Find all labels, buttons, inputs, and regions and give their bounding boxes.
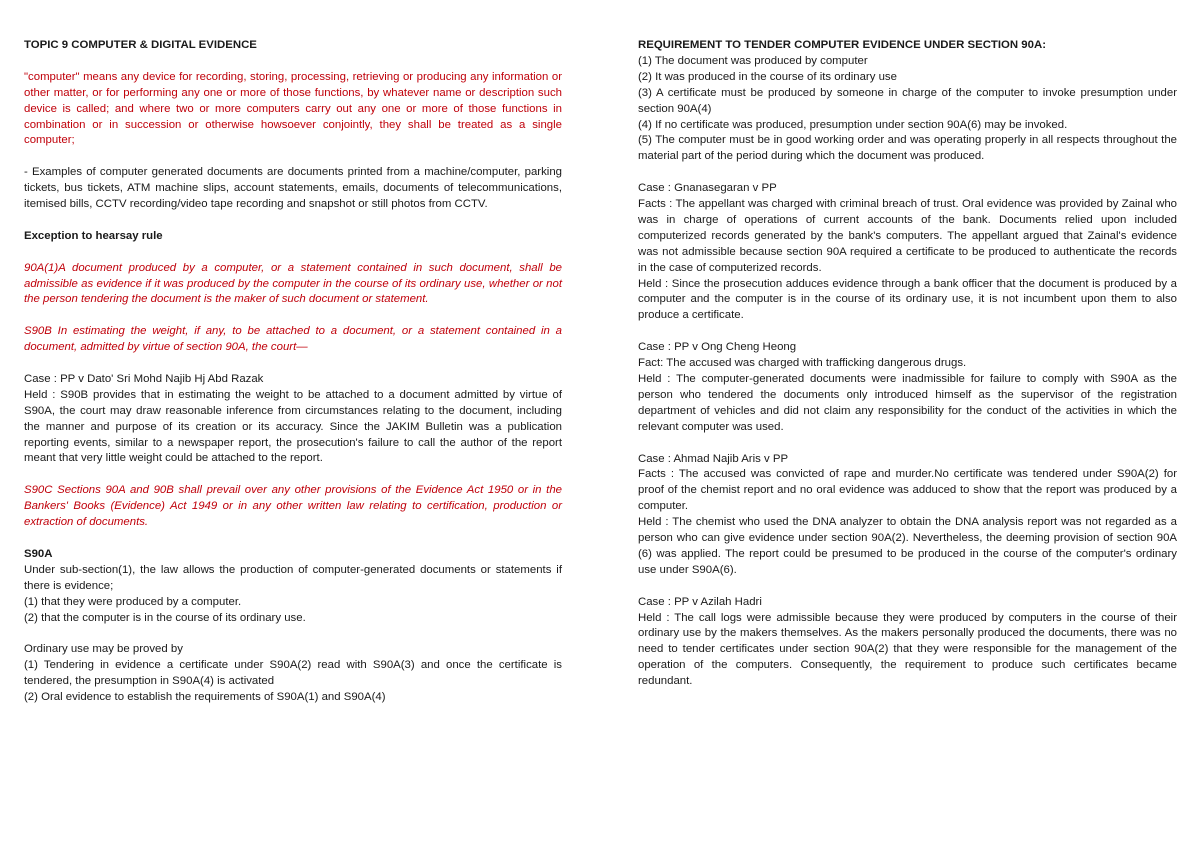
s90a-item: (1) that they were produced by a computer.	[24, 595, 242, 608]
section-90b-text: S90B In estimating the weight, if any, to be attached to a document, or a statement contained in a document, admitted by virtue of section 90A, the court—	[24, 325, 562, 354]
case-title: Case : PP v Dato' Sri Mohd Najib Hj Abd Razak	[24, 372, 264, 385]
s90a-item: (2) that the computer is in the course of its ordinary use.	[24, 611, 306, 624]
case-title: Case : PP v Azilah Hadri	[638, 595, 762, 608]
section-90a1-text: 90A(1)A document produced by a computer, or a statement contained in such document, shall be admissible as evidence if it was produced by the computer in the course of its ordinary use, whether or not the person tendering the document is the maker of such document or statement.	[24, 261, 562, 306]
ordinary-use-item: (1) Tendering in evidence a certificate under S90A(2) read with S90A(3) and once the certificate is tendered, the presumption in S90A(4) is activated	[24, 659, 562, 688]
requirement-item: (2) It was produced in the course of its ordinary use	[638, 70, 897, 83]
case-title: Case : PP v Ong Cheng Heong	[638, 341, 797, 354]
examples-paragraph: - Examples of computer generated documents are documents printed from a machine/computer, parking tickets, bus tickets, ATM machine slips, account statements, emails, documents of telecommunications, itemised bills, CCTV recording/video tape recording and snapshot or still photos from CCTV.	[24, 166, 562, 211]
case-title: Case : Ahmad Najib Aris v PP	[638, 452, 789, 465]
computer-definition: "computer" means any device for recording, storing, processing, retrieving or producing any information or other matter, or for performing any one or more of those functions, by whatever name or description such device is called; and where two or more computers carry out any one or more of those functions in combination or in succession or otherwise howsoever conjointly, they shall be treated as a single computer;	[24, 70, 562, 147]
page-title: TOPIC 9 COMPUTER & DIGITAL EVIDENCE	[24, 39, 257, 51]
s90a-heading: S90A	[24, 547, 53, 560]
case-facts: Facts : The accused was convicted of rape and murder.No certificate was tendered under S90A(2) for proof of the chemist report and no oral evidence was adduced to show that the report was produced by a computer.	[638, 468, 1177, 513]
case-title: Case : Gnanasegaran v PP	[638, 182, 777, 195]
requirement-item: (5) The computer must be in good working order and was operating properly in all respects throughout the material part of the period during which the document was produced.	[638, 134, 1177, 163]
section-90c-text: S90C Sections 90A and 90B shall prevail over any other provisions of the Evidence Act 1950 or in the Bankers' Books (Evidence) Act 1949 or in any other written law relating to certification, production or extraction of documents.	[24, 484, 562, 529]
case-facts: Facts : The appellant was charged with criminal breach of trust. Oral evidence was provided by Zainal who was in charge of operations of current accounts of the bank. Documents relied upon included computerized records generated by the bank's computers. The appellant argued that Zainal's evidence was not admissible because section 90A required a certificate to be produced to authenticate the records in the case of computerized records.	[638, 198, 1177, 274]
requirement-item: (1) The document was produced by computer	[638, 54, 868, 67]
left-column	[24, 38, 562, 706]
requirement-item: (3) A certificate must be produced by someone in charge of the computer to invoke presumption under section 90A(4)	[638, 86, 1177, 115]
case-facts: Fact: The accused was charged with trafficking dangerous drugs.	[638, 357, 967, 370]
requirement-item: (4) If no certificate was produced, presumption under section 90A(6) may be invoked.	[638, 118, 1068, 131]
ordinary-use-heading: Ordinary use may be proved by	[24, 643, 183, 656]
exception-heading: Exception to hearsay rule	[24, 229, 163, 242]
case-held: Held : Since the prosecution adduces evidence through a bank officer that the document is produced by a computer and the computer is in the course of its ordinary use, it is not incumbent upon them to also produce a certificate.	[638, 277, 1177, 322]
case-held: Held : The call logs were admissible because they were produced by computers in the course of their ordinary use by the makers themselves. As the makers personally produced the documents, there was no need to tender certificates under section 90A(2) that they were responsible for the management of the operation of the computers. Consequently, the requirement to produce such certificates became redundant.	[638, 611, 1177, 688]
right-column	[638, 38, 1177, 690]
case-held: Held : The chemist who used the DNA analyzer to obtain the DNA analysis report was not regarded as a person who can give evidence under section 90A(2). Nevertheless, the deeming provision of section 90A (6) was applied. The report could be presumed to be produced in the course of the computer's ordinary use under S90A(6).	[638, 516, 1177, 576]
case-held: Held : The computer-generated documents were inadmissible for failure to comply with S90A as the person who tendered the documents only introduced himself as the supervisor of the registration department of vehicles and did not claim any responsibility for the conduct of the activities in which the relevant computer was used.	[638, 373, 1177, 433]
requirements-heading: REQUIREMENT TO TENDER COMPUTER EVIDENCE UNDER SECTION 90A:	[638, 39, 1046, 51]
ordinary-use-item: (2) Oral evidence to establish the requirements of S90A(1) and S90A(4)	[24, 691, 386, 704]
case-held: Held : S90B provides that in estimating the weight to be attached to a document admitted by virtue of S90A, the court may draw reasonable inference from circumstances relating to the document, including the manner and purpose of its creation or its accuracy. Since the JAKIM Bulletin was a publication reporting events, similar to a newspaper report, the prosecution's failure to call the author of the report meant that very little weight could be attached to the report.	[24, 388, 562, 465]
s90a-intro: Under sub-section(1), the law allows the production of computer-generated documents or statements if there is evidence;	[24, 563, 562, 592]
